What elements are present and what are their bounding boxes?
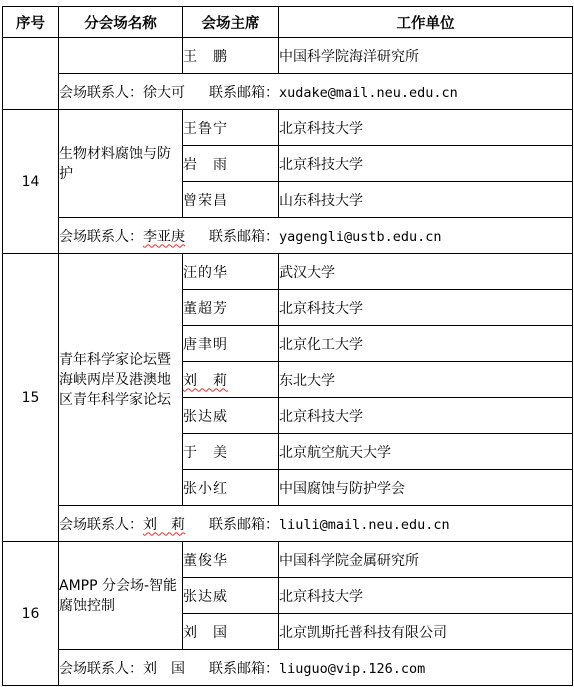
header-seq: 序号 xyxy=(3,7,59,38)
header-chair: 会场主席 xyxy=(183,7,279,38)
session-seq xyxy=(3,38,59,110)
contact-person: 刘 莉 xyxy=(143,516,185,533)
session-chair: 张达威 xyxy=(183,578,279,614)
header-row xyxy=(3,7,573,38)
session-chair: 岩 雨 xyxy=(183,146,279,182)
session-chair: 王鲁宁 xyxy=(183,110,279,146)
header-unit: 工作单位 xyxy=(279,7,573,38)
session-seq: 16 xyxy=(3,542,59,686)
session-chair: 张达威 xyxy=(183,398,279,434)
header-name: 分会场名称 xyxy=(59,7,183,38)
session-unit: 北京科技大学 xyxy=(279,398,573,434)
session-chair: 于 美 xyxy=(183,434,279,470)
contact-row xyxy=(3,650,573,686)
contact-row xyxy=(3,74,573,110)
session-chair xyxy=(183,362,279,398)
table-row xyxy=(3,542,573,578)
session-chair: 汪的华 xyxy=(183,254,279,290)
contact-email: yagengli@ustb.edu.cn xyxy=(279,228,442,245)
contact-email: xudake@mail.neu.edu.cn xyxy=(279,84,458,101)
session-unit: 北京化工大学 xyxy=(279,326,573,362)
email-label: 联系邮箱： xyxy=(209,516,279,533)
contact-label: 会场联系人： xyxy=(59,516,143,533)
session-name: AMPP 分会场-智能腐蚀控制 xyxy=(59,542,183,650)
session-contact xyxy=(59,74,573,110)
session-unit: 北京科技大学 xyxy=(279,290,573,326)
session-chair: 王 鹏 xyxy=(183,38,279,74)
session-chair: 刘 国 xyxy=(183,614,279,650)
session-chair: 唐聿明 xyxy=(183,326,279,362)
table-row xyxy=(3,38,573,74)
email-label: 联系邮箱： xyxy=(209,228,279,245)
session-seq: 14 xyxy=(3,110,59,254)
contact-person: 刘 国 xyxy=(143,660,185,677)
session-chair: 张小红 xyxy=(183,470,279,506)
session-chair: 董俊华 xyxy=(183,542,279,578)
contact-label: 会场联系人： xyxy=(59,84,143,101)
session-unit: 北京科技大学 xyxy=(279,110,573,146)
contact-row xyxy=(3,506,573,542)
session-contact xyxy=(59,650,573,686)
session-unit: 北京凯斯托普科技有限公司 xyxy=(279,614,573,650)
session-table xyxy=(2,6,573,686)
session-unit: 中国科学院海洋研究所 xyxy=(279,38,573,74)
session-chair: 曾荣昌 xyxy=(183,182,279,218)
contact-email: liuguo@vip.126.com xyxy=(279,660,426,677)
session-contact xyxy=(59,218,573,254)
session-unit: 北京科技大学 xyxy=(279,146,573,182)
contact-email: liuli@mail.neu.edu.cn xyxy=(279,516,450,533)
session-name: 生物材料腐蚀与防护 xyxy=(59,110,183,218)
session-unit: 中国腐蚀与防护学会 xyxy=(279,470,573,506)
contact-person: 李亚庚 xyxy=(143,228,185,245)
table-row xyxy=(3,254,573,290)
session-name xyxy=(59,38,183,74)
table-row xyxy=(3,110,573,146)
session-contact xyxy=(59,506,573,542)
email-label: 联系邮箱： xyxy=(209,84,279,101)
session-chair: 董超芳 xyxy=(183,290,279,326)
session-name: 青年科学家论坛暨海峡两岸及港澳地区青年科学家论坛 xyxy=(59,254,183,506)
contact-row xyxy=(3,218,573,254)
email-label: 联系邮箱： xyxy=(209,660,279,677)
session-unit: 东北大学 xyxy=(279,362,573,398)
session-seq: 15 xyxy=(3,254,59,542)
session-unit: 北京航空航天大学 xyxy=(279,434,573,470)
chair-name: 刘 莉 xyxy=(183,372,228,389)
contact-label: 会场联系人： xyxy=(59,660,143,677)
contact-person: 徐大可 xyxy=(143,84,185,101)
session-unit: 武汉大学 xyxy=(279,254,573,290)
contact-label: 会场联系人： xyxy=(59,228,143,245)
session-unit: 北京科技大学 xyxy=(279,578,573,614)
session-unit: 山东科技大学 xyxy=(279,182,573,218)
session-unit: 中国科学院金属研究所 xyxy=(279,542,573,578)
